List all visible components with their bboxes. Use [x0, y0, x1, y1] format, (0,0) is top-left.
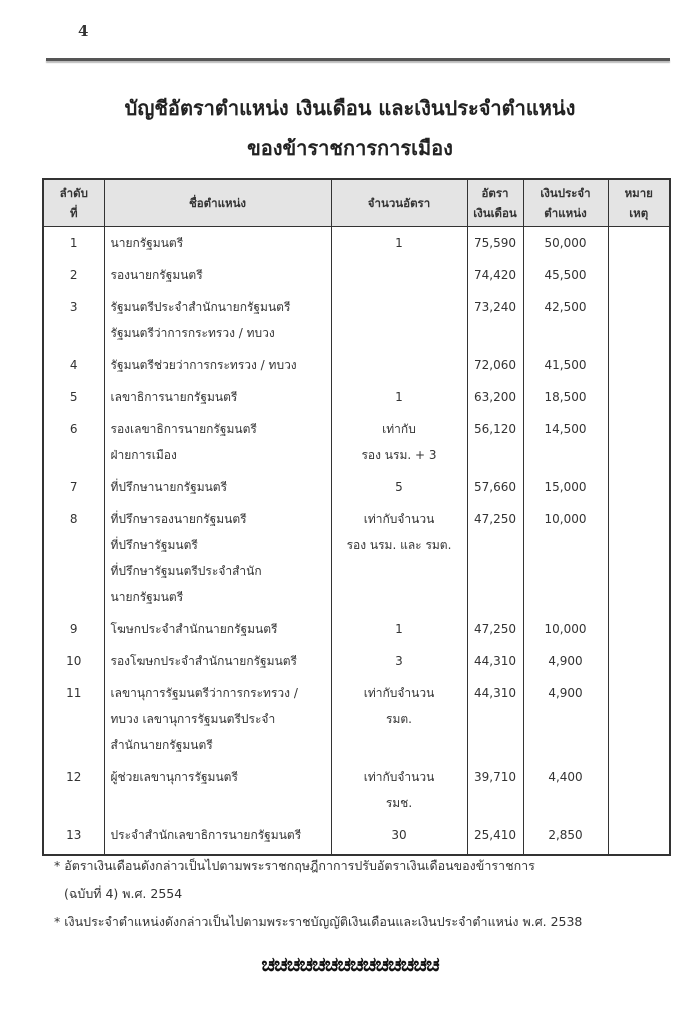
footnotes — [54, 852, 582, 936]
cell-allowance: 42,500 — [523, 291, 608, 349]
cell-seq: 7 — [43, 471, 104, 503]
header-allowance: เงินประจำ ตำแหน่ง — [523, 179, 608, 227]
cell-salary: 74,420 — [467, 259, 523, 291]
table-row — [43, 761, 670, 819]
cell-remark — [608, 613, 670, 645]
cell-salary: 57,660 — [467, 471, 523, 503]
table-row — [43, 413, 670, 471]
cell-count: 1 — [331, 613, 467, 645]
cell-seq: 13 — [43, 819, 104, 855]
footnote-allowance: * เงินประจำตำแหน่งดังกล่าวเป็นไปตามพระราชบัญญัติเงินเดือนและเงินประจำตำแหน่ง พ.ศ. 2538 — [54, 914, 583, 929]
page-title: บัญชีอัตราตำแหน่ง เงินเดือน และเงินประจำตำแหน่ง — [124, 96, 576, 120]
cell-seq: 3 — [43, 291, 104, 349]
cell-count — [331, 349, 467, 381]
table-header-row — [43, 179, 670, 227]
cell-position: เลขานุการรัฐมนตรีว่าการกระทรวง / ทบวง เลขานุการรัฐมนตรีประจำ สำนักนายกรัฐมนตรี — [104, 677, 331, 761]
cell-salary: 56,120 — [467, 413, 523, 471]
cell-salary: 47,250 — [467, 613, 523, 645]
cell-allowance: 15,000 — [523, 471, 608, 503]
cell-count: เท่ากับ รอง นรม. + 3 — [331, 413, 467, 471]
cell-allowance: 10,000 — [523, 503, 608, 613]
ornament-divider: ಚಚಚಚಚಚಚಚಚಚಚಚಚಚ — [261, 952, 439, 976]
cell-remark — [608, 227, 670, 260]
cell-salary: 44,310 — [467, 677, 523, 761]
cell-salary: 72,060 — [467, 349, 523, 381]
cell-remark — [608, 471, 670, 503]
cell-position: ผู้ช่วยเลขานุการรัฐมนตรี — [104, 761, 331, 819]
cell-position: ประจำสำนักเลขาธิการนายกรัฐมนตรี — [104, 819, 331, 855]
cell-seq: 9 — [43, 613, 104, 645]
cell-position: รองเลขาธิการนายกรัฐมนตรี ฝ่ายการเมือง — [104, 413, 331, 471]
cell-seq: 5 — [43, 381, 104, 413]
cell-position: ที่ปรึกษารองนายกรัฐมนตรี ที่ปรึกษารัฐมนตรี ที่ปรึกษารัฐมนตรีประจำสำนัก นายกรัฐมนตรี — [104, 503, 331, 613]
cell-remark — [608, 677, 670, 761]
cell-salary: 39,710 — [467, 761, 523, 819]
header-seq: ลำดับ ที่ — [43, 179, 104, 227]
table-body — [43, 227, 670, 856]
footnote-salary-cont: (ฉบับที่ 4) พ.ศ. 2554 — [64, 886, 183, 901]
cell-position: รองโฆษกประจำสำนักนายกรัฐมนตรี — [104, 645, 331, 677]
cell-allowance: 4,900 — [523, 645, 608, 677]
cell-allowance: 50,000 — [523, 227, 608, 260]
cell-remark — [608, 381, 670, 413]
cell-remark — [608, 819, 670, 855]
cell-position: ที่ปรึกษานายกรัฐมนตรี — [104, 471, 331, 503]
table-row — [43, 381, 670, 413]
cell-position: นายกรัฐมนตรี — [104, 227, 331, 260]
table-row — [43, 677, 670, 761]
cell-count — [331, 259, 467, 291]
cell-position: รัฐมนตรีประจำสำนักนายกรัฐมนตรี รัฐมนตรีว่าการกระทรวง / ทบวง — [104, 291, 331, 349]
cell-allowance: 2,850 — [523, 819, 608, 855]
cell-remark — [608, 645, 670, 677]
cell-salary: 44,310 — [467, 645, 523, 677]
cell-seq: 6 — [43, 413, 104, 471]
cell-allowance: 10,000 — [523, 613, 608, 645]
cell-allowance: 41,500 — [523, 349, 608, 381]
table-row — [43, 259, 670, 291]
cell-salary: 25,410 — [467, 819, 523, 855]
header-position: ชื่อตำแหน่ง — [104, 179, 331, 227]
page-subtitle: ของข้าราชการการเมือง — [247, 136, 453, 160]
cell-position: รัฐมนตรีช่วยว่าการกระทรวง / ทบวง — [104, 349, 331, 381]
cell-position: เลขาธิการนายกรัฐมนตรี — [104, 381, 331, 413]
page-number: 4 — [78, 22, 89, 40]
cell-count: 30 — [331, 819, 467, 855]
cell-seq: 2 — [43, 259, 104, 291]
cell-seq: 12 — [43, 761, 104, 819]
cell-salary: 73,240 — [467, 291, 523, 349]
cell-count: 5 — [331, 471, 467, 503]
cell-remark — [608, 761, 670, 819]
cell-count: 1 — [331, 381, 467, 413]
cell-count: เท่ากับจำนวน รมต. — [331, 677, 467, 761]
cell-count: 1 — [331, 227, 467, 260]
cell-remark — [608, 291, 670, 349]
footnote-salary: * อัตราเงินเดือนดังกล่าวเป็นไปตามพระราชกฤษฎีกาการปรับอัตราเงินเดือนของข้าราชการ — [54, 858, 535, 873]
table-row — [43, 227, 670, 260]
cell-seq: 11 — [43, 677, 104, 761]
header-divider — [46, 58, 670, 61]
table-row — [43, 613, 670, 645]
header-salary: อัตรา เงินเดือน — [467, 179, 523, 227]
cell-remark — [608, 503, 670, 613]
cell-seq: 4 — [43, 349, 104, 381]
cell-allowance: 4,900 — [523, 677, 608, 761]
cell-allowance: 14,500 — [523, 413, 608, 471]
cell-salary: 47,250 — [467, 503, 523, 613]
table-row — [43, 471, 670, 503]
cell-allowance: 4,400 — [523, 761, 608, 819]
cell-seq: 10 — [43, 645, 104, 677]
cell-seq: 1 — [43, 227, 104, 260]
header-count: จำนวนอัตรา — [331, 179, 467, 227]
cell-seq: 8 — [43, 503, 104, 613]
cell-count: 3 — [331, 645, 467, 677]
table-row — [43, 645, 670, 677]
cell-salary: 63,200 — [467, 381, 523, 413]
cell-position: โฆษกประจำสำนักนายกรัฐมนตรี — [104, 613, 331, 645]
cell-allowance: 18,500 — [523, 381, 608, 413]
table-row — [43, 819, 670, 855]
header-remark: หมาย เหตุ — [608, 179, 670, 227]
cell-salary: 75,590 — [467, 227, 523, 260]
cell-count: เท่ากับจำนวน รมช. — [331, 761, 467, 819]
cell-remark — [608, 349, 670, 381]
cell-remark — [608, 413, 670, 471]
cell-count: เท่ากับจำนวน รอง นรม. และ รมต. — [331, 503, 467, 613]
salary-table — [42, 178, 671, 856]
table-row — [43, 503, 670, 613]
cell-count — [331, 291, 467, 349]
cell-allowance: 45,500 — [523, 259, 608, 291]
cell-remark — [608, 259, 670, 291]
table-row — [43, 291, 670, 349]
table-row — [43, 349, 670, 381]
cell-position: รองนายกรัฐมนตรี — [104, 259, 331, 291]
